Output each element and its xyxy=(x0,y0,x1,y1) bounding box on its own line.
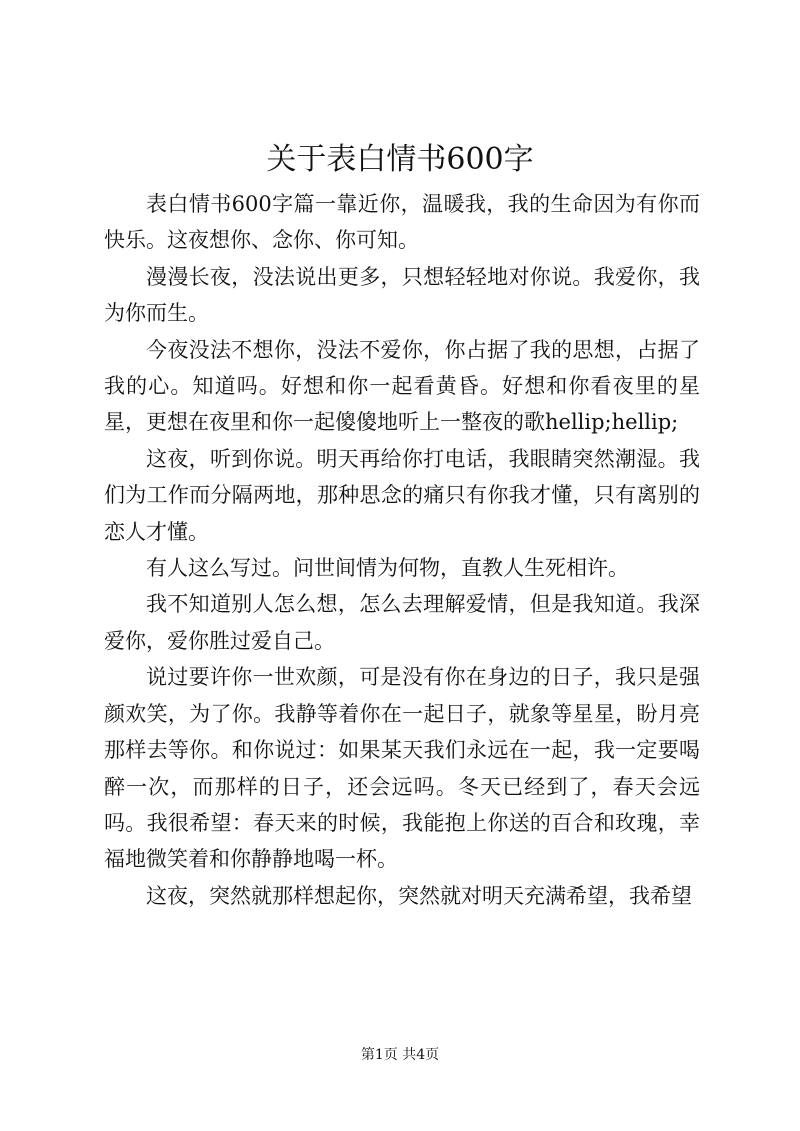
paragraph-4: 这夜，听到你说。明天再给你打电话，我眼睛突然潮湿。我们为工作而分隔两地，那种思念的痛只有你我才懂，只有离别的恋人才懂。 xyxy=(104,446,700,544)
paragraph-3: 今夜没法不想你，没法不爱你，你占据了我的思想，占据了我的心。知道吗。好想和你一起看黄昏。好想和你看夜里的星星，更想在夜里和你一起傻傻地听上一整夜的歌hellip;hellip; xyxy=(104,337,700,435)
paragraph-2: 漫漫长夜，没法说出更多，只想轻轻地对你说。我爱你，我为你而生。 xyxy=(104,264,700,326)
paragraph-1: 表白情书600字篇一靠近你，温暖我，我的生命因为有你而快乐。这夜想你、念你、你可知。 xyxy=(104,192,700,253)
paragraph-6: 我不知道别人怎么想，怎么去理解爱情，但是我知道。我深爱你，爱你胜过爱自己。 xyxy=(104,592,700,653)
page-footer: 第1页 共4页 xyxy=(360,1047,440,1063)
document-title: 关于表白情书600字 xyxy=(266,142,534,177)
paragraph-7: 说过要许你一世欢颜，可是没有你在身边的日子，我只是强颜欢笑，为了你。我静等着你在一起日子，就象等星星，盼月亮那样去等你。和你说过：如果某天我们永远在一起，我一定要喝醉一次，而那样的日子，还会远吗。冬天已经到了，春天会远吗。我很希望：春天来的时候，我能抱上你送的百合和玫瑰，幸福地微笑着和你静静地喝一杯。 xyxy=(104,665,700,872)
paragraph-5: 有人这么写过。问世间情为何物，直教人生死相许。 xyxy=(146,556,629,581)
paragraph-8: 这夜，突然就那样想起你，突然就对明天充满希望，我希望 xyxy=(146,883,692,908)
document-body xyxy=(104,186,700,914)
